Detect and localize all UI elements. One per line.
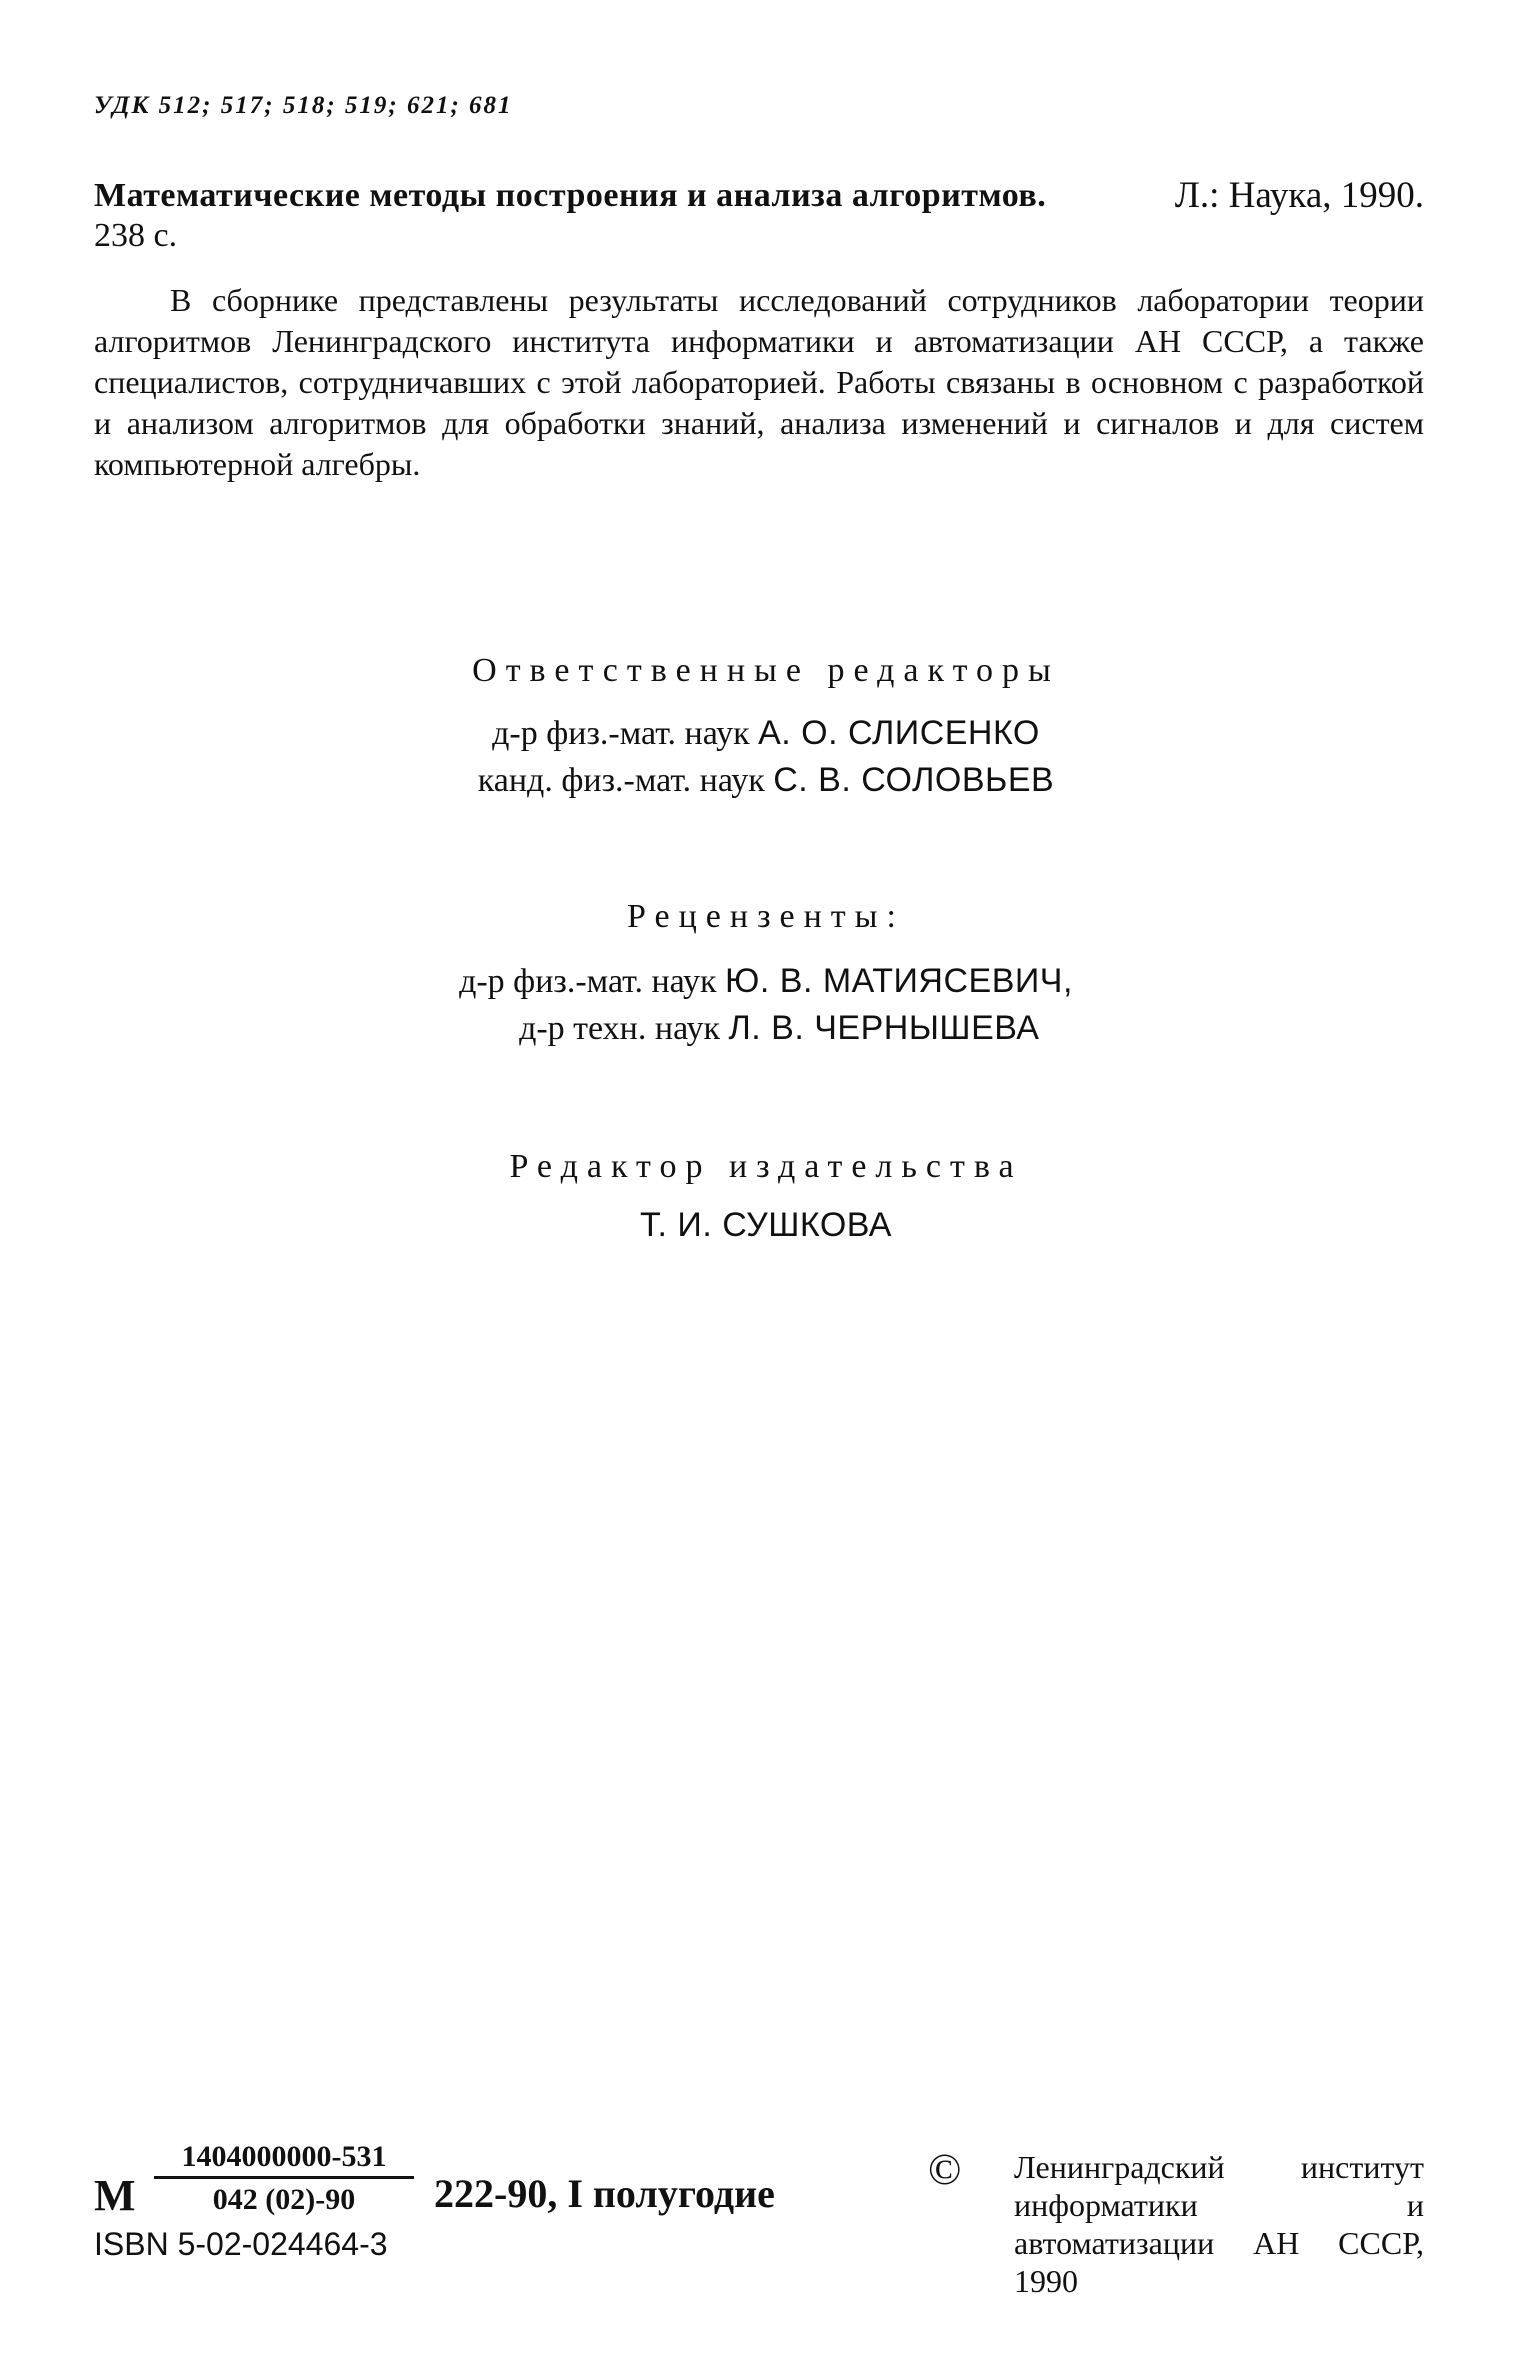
udk-code: УДК 512; 517; 518; 519; 621; 681 xyxy=(94,92,513,119)
reviewer-name: Л. В. ЧЕРНЫШЕВА xyxy=(728,1009,1040,1047)
reviewers-indent xyxy=(459,958,1073,1052)
editor-entry xyxy=(0,757,1532,804)
reviewer-name: Ю. В. МАТИЯСЕВИЧ, xyxy=(725,962,1073,1000)
editor-entry xyxy=(0,710,1532,757)
editor-degree: д-р физ.-мат. наук xyxy=(492,715,750,752)
book-title: Математические методы построения и анализа алгоритмов. xyxy=(94,177,1047,214)
copyright-icon: © xyxy=(928,2145,962,2194)
editor-degree: канд. физ.-мат. наук xyxy=(477,762,765,799)
copyright-holder: Ленинградский институт информатики и автоматизации АН СССР, 1990 xyxy=(1014,2149,1424,2299)
reviewer-entry xyxy=(459,958,1073,1005)
reviewer-degree: д-р техн. наук xyxy=(519,1010,720,1047)
editors-list xyxy=(0,710,1532,804)
publisher-editor-name: Т. И. СУШКОВА xyxy=(639,1206,892,1244)
abstract-paragraph: В сборнике представлены результаты исследований сотрудников лаборатории теории алгоритмов Ленинградского института информатики и автоматизации АН СССР, а также специалистов, сотрудничавших с этой лабораторией. Работы связаны в основном с разработкой и анализом алгоритмов для обработки знаний, анализа изменений и сигналов и для систем компьютерной алгебры. xyxy=(94,282,1424,482)
publisher-info: Л.: Наука, 1990. xyxy=(1174,175,1424,216)
fraction-denominator: 042 (02)-90 xyxy=(212,2183,356,2216)
editor-name: А. О. СЛИСЕНКО xyxy=(758,714,1040,752)
publisher-editor-heading: Редактор издательства xyxy=(509,1148,1023,1185)
reviewer-degree: д-р физ.-мат. наук xyxy=(459,963,717,1000)
editor-name: С. В. СОЛОВЬЕВ xyxy=(773,761,1055,799)
reviewers-heading: Рецензенты: xyxy=(627,898,905,935)
imprint-code-tail: 222-90, I полугодие xyxy=(434,2171,775,2216)
imprint-code-block xyxy=(94,2140,894,2260)
imprint-fraction xyxy=(154,2140,414,2217)
editors-heading: Ответственные редакторы xyxy=(472,652,1060,689)
publisher-editor-entry xyxy=(0,1202,1532,1249)
reviewers-list xyxy=(0,958,1532,1052)
fraction-numerator: 1404000000-531 xyxy=(154,2140,414,2179)
page-count: 238 с. xyxy=(94,217,178,254)
imprint-letter: М xyxy=(94,2171,136,2220)
publisher-editor-block xyxy=(0,1202,1532,1249)
reviewer-entry xyxy=(459,1005,1073,1052)
bibliographic-entry xyxy=(94,176,1424,256)
isbn: ISBN 5-02-024464-3 xyxy=(94,2226,388,2262)
